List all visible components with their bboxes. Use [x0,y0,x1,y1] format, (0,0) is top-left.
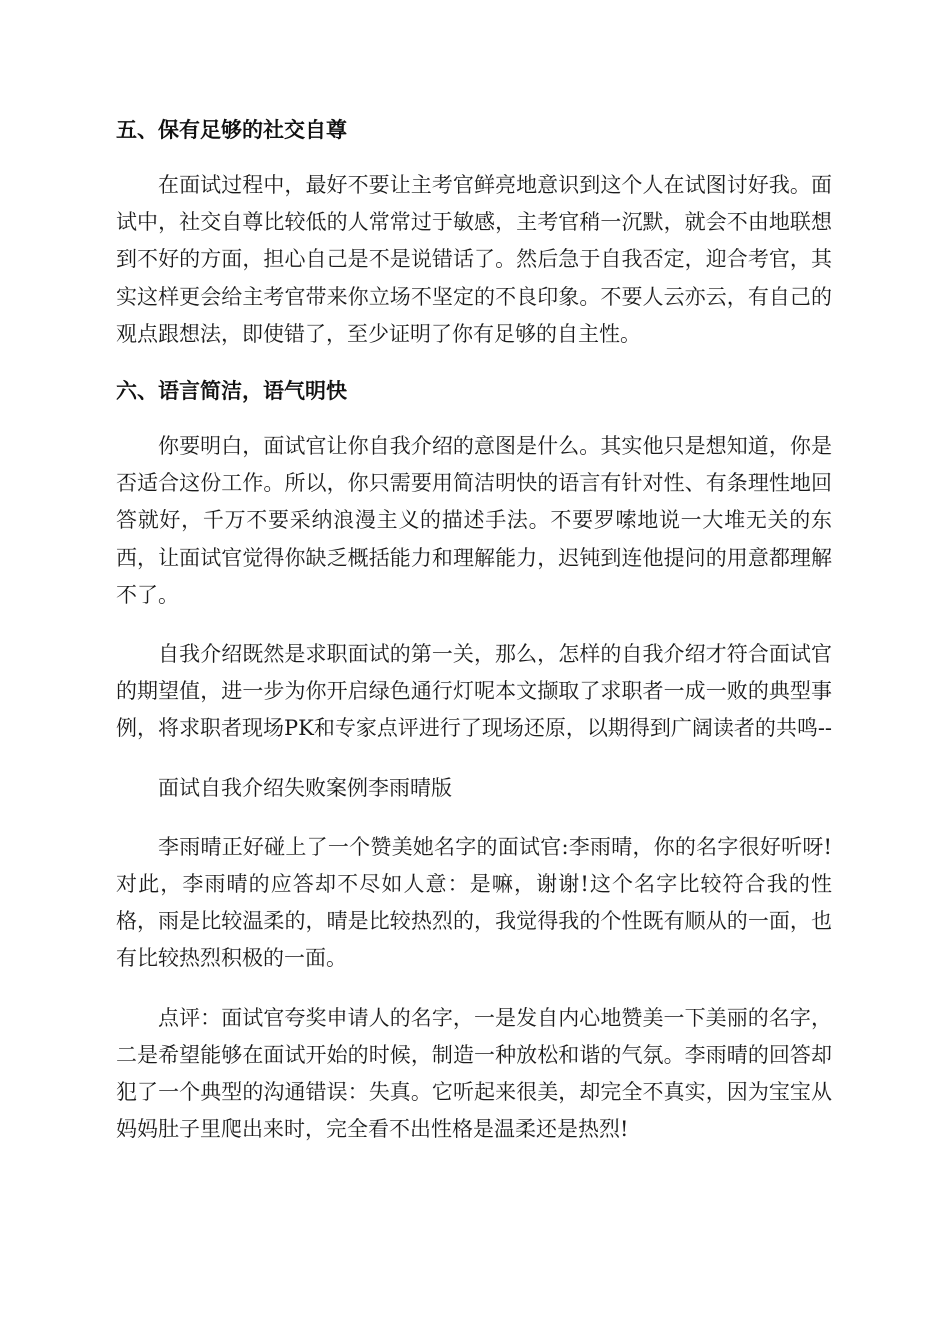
case-comment-paragraph: 点评：面试官夸奖申请人的名字，一是发自内心地赞美一下美丽的名字，二是希望能够在面试开始的时候，制造一种放松和谐的气氛。李雨晴的回答却犯了一个典型的沟通错误：失真。它听起来很美，却完全不真实，因为宝宝从妈妈肚子里爬出来时，完全看不出性格是温柔还是热烈! [116,1005,832,1142]
intro-paragraph: 自我介绍既然是求职面试的第一关，那么，怎样的自我介绍才符合面试官的期望值，进一步为你开启绿色通行灯呢本文撷取了求职者一成一败的典型事例，将求职者现场PK和专家点评进行了现场还原，以期得到广阔读者的共鸣-- [116,642,833,741]
section-six-heading: 六、语言简洁，语气明快 [116,379,347,404]
document-body [116,112,832,1148]
section-five-paragraph: 在面试过程中，最好不要让主考官鲜亮地意识到这个人在试图讨好我。面试中，社交自尊比较低的人常常过于敏感，主考官稍一沉默，就会不由地联想到不好的方面，担心自己是不是说错话了。然后急于自我否定，迎合考官，其实这样更会给主考官带来你立场不坚定的不良印象。不要人云亦云，有自己的观点跟想法，即使错了，至少证明了你有足够的自主性。 [116,173,832,346]
case-story-paragraph: 李雨晴正好碰上了一个赞美她名字的面试官:李雨晴，你的名字很好听呀!对此，李雨晴的应答却不尽如人意：是嘛，谢谢!这个名字比较符合我的性格，雨是比较温柔的，晴是比较热烈的，我觉得我的个性既有顺从的一面，也有比较热烈积极的一面。 [116,834,832,971]
case-title: 面试自我介绍失败案例李雨晴版 [158,775,452,800]
section-five-heading: 五、保有足够的社交自尊 [116,118,347,142]
section-six-paragraph: 你要明白，面试官让你自我介绍的意图是什么。其实他只是想知道，你是否适合这份工作。所以，你只需要用简洁明快的语言有针对性、有条理性地回答就好，千万不要采纳浪漫主义的描述手法。不要罗嗦地说一大堆无关的东西，让面试官觉得你缺乏概括能力和理解能力，迟钝到连他提问的用意都理解不了。 [116,434,832,607]
